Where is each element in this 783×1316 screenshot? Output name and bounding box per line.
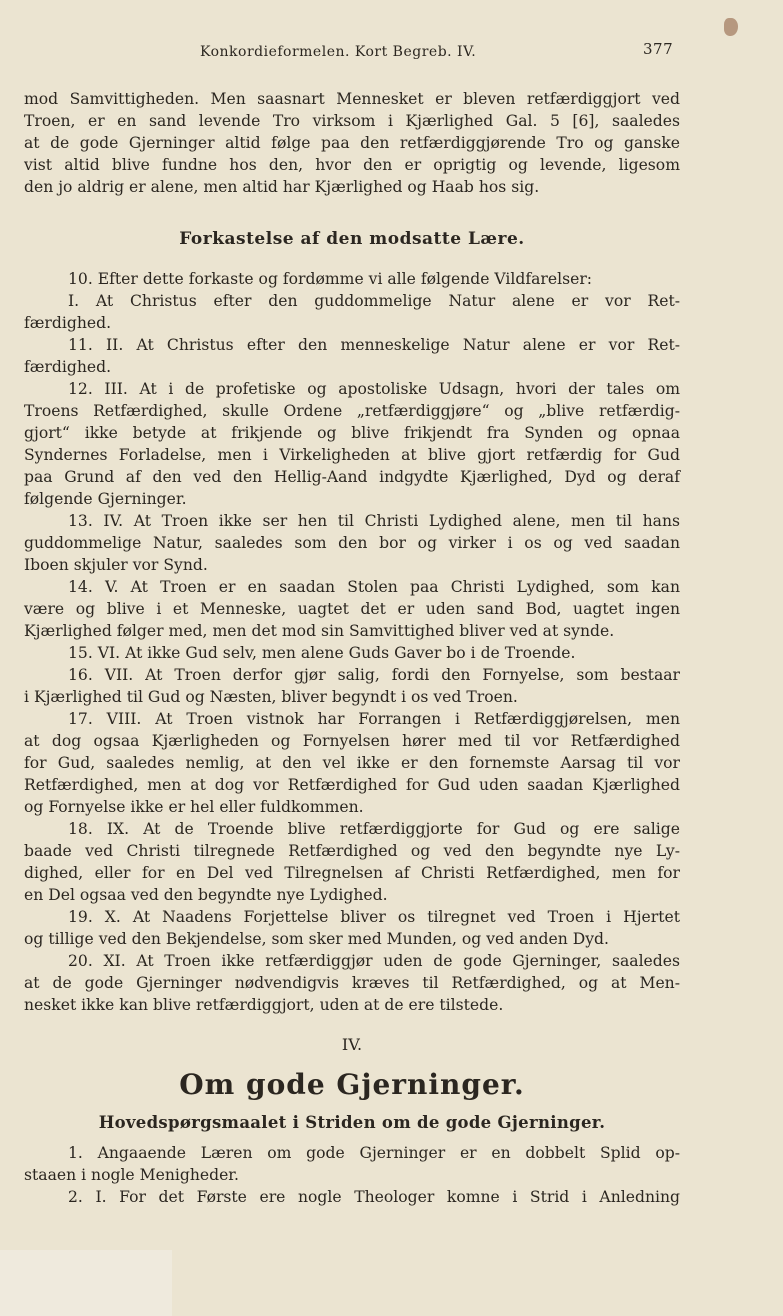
items-block: [24, 268, 680, 1016]
closing-block: [24, 1142, 680, 1208]
page-header: [0, 40, 783, 68]
item-line: 10. Efter dette forkaste og fordømme vi alle følgende Vildfarelser:: [68, 270, 593, 288]
item-line: Troens Retfærdighed, skulle Ordene „retfærdiggjøre“ og „blive retfærdig-: [24, 402, 680, 420]
item-line: dighed, eller for en Del ved Tilregnelsen af Christi Retfærdighed, men for: [24, 864, 680, 882]
item-line: 19. X. At Naadens Forjettelse bliver os tilregnet ved Troen i Hjertet: [68, 908, 680, 926]
sub-heading: Hovedspørgsmaalet i Striden om de gode Gjerninger.: [98, 1113, 606, 1132]
item-line: i Kjærlighed til Gud og Næsten, bliver begyndt i os ved Troen.: [24, 688, 518, 706]
item-line: 15. VI. At ikke Gud selv, men alene Guds Gaver bo i de Troende.: [68, 644, 576, 662]
item-line: nesket ikke kan blive retfærdiggjort, uden at de ere tilstede.: [24, 996, 504, 1014]
item-line: 16. VII. At Troen derfor gjør salig, fordi den Fornyelse, som bestaar: [68, 666, 680, 684]
item-line: paa Grund af den ved den Hellig-Aand indgydte Kjærlighed, Dyd og deraf: [24, 468, 680, 486]
item-line: for Gud, saaledes nemlig, at den vel ikke er den fornemste Aarsag til vor: [24, 754, 680, 772]
item-line: 12. III. At i de profetiske og apostoliske Udsagn, hvori der tales om: [68, 380, 680, 398]
text-line: vist altid blive fundne hos den, hvor den er oprigtig og levende, ligesom: [24, 156, 680, 174]
item-line: staaen i nogle Menigheder.: [24, 1166, 240, 1184]
item-line: I. At Christus efter den guddommelige Natur alene er vor Ret-: [68, 292, 680, 310]
item-line: og tillige ved den Bekjendelse, som sker med Munden, og ved anden Dyd.: [24, 930, 609, 948]
item-line: Iboen skjuler vor Synd.: [24, 556, 208, 574]
item-line: gjort“ ikke betyde at frikjende og blive frikjendt fra Synden og opnaa: [24, 424, 680, 442]
item-line: færdighed.: [24, 314, 112, 332]
item-line: 13. IV. At Troen ikke ser hen til Christi Lydighed alene, men til hans: [68, 512, 680, 530]
item-line: være og blive i et Menneske, uagtet det er uden sand Bod, uagtet ingen: [24, 600, 680, 618]
paper-patch: [0, 1250, 172, 1316]
text-line: den jo aldrig er alene, men altid har Kjærlighed og Haab hos sig.: [24, 178, 540, 196]
item-line: at de gode Gjerninger nødvendigvis kræves til Retfærdighed, og at Men-: [24, 974, 680, 992]
item-line: 17. VIII. At Troen vistnok har Forrangen i Retfærdiggjørelsen, men: [68, 710, 680, 728]
item-line: 11. II. At Christus efter den menneskelige Natur alene er vor Ret-: [68, 336, 680, 354]
page-number: 377: [643, 40, 674, 58]
item-line: Retfærdighed, men at dog vor Retfærdighed for Gud uden saadan Kjærlighed: [24, 776, 680, 794]
item-line: baade ved Christi tilregnede Retfærdighed og ved den begyndte nye Ly-: [24, 842, 680, 860]
item-line: Kjærlighed følger med, men det mod sin Samvittighed bliver ved at synde.: [24, 622, 615, 640]
top-paragraph: [24, 88, 680, 198]
item-line: 14. V. At Troen er en saadan Stolen paa Christi Lydighed, som kan: [68, 578, 680, 596]
item-line: at dog ogsaa Kjærligheden og Fornyelsen hører med til vor Retfærdighed: [24, 732, 680, 750]
item-line: følgende Gjerninger.: [24, 490, 187, 508]
item-line: 20. XI. At Troen ikke retfærdiggjør uden de gode Gjerninger, saaledes: [68, 952, 680, 970]
section-heading: Forkastelse af den modsatte Lære.: [179, 229, 525, 249]
roman-heading: IV.: [341, 1035, 363, 1054]
item-line: guddommelige Natur, saaledes som den bor og virker i os og ved saadan: [24, 534, 680, 552]
ink-stain: [724, 18, 738, 36]
item-line: 1. Angaaende Læren om gode Gjerninger er en dobbelt Splid op-: [68, 1144, 680, 1162]
chapter-title: Om gode Gjerninger.: [179, 1068, 525, 1101]
item-line: Syndernes Forladelse, men i Virkeligheden at blive gjort retfærdig for Gud: [24, 446, 680, 464]
item-line: 18. IX. At de Troende blive retfærdiggjorte for Gud og ere salige: [68, 820, 680, 838]
text-line: mod Samvittigheden. Men saasnart Mennesket er bleven retfærdiggjort ved: [24, 90, 680, 108]
item-line: en Del ogsaa ved den begyndte nye Lydighed.: [24, 886, 388, 904]
text-line: Troen, er en sand levende Tro virksom i Kjærlighed Gal. 5 [6], saaledes: [24, 112, 680, 130]
running-head: Konkordieformelen. Kort Begreb. IV.: [200, 44, 477, 60]
text-line: at de gode Gjerninger altid følge paa den retfærdiggjørende Tro og ganske: [24, 134, 680, 152]
item-line: færdighed.: [24, 358, 112, 376]
item-line: og Fornyelse ikke er hel eller fuldkommen.: [24, 798, 364, 816]
item-line: 2. I. For det Første ere nogle Theologer komne i Strid i Anledning: [68, 1188, 680, 1206]
